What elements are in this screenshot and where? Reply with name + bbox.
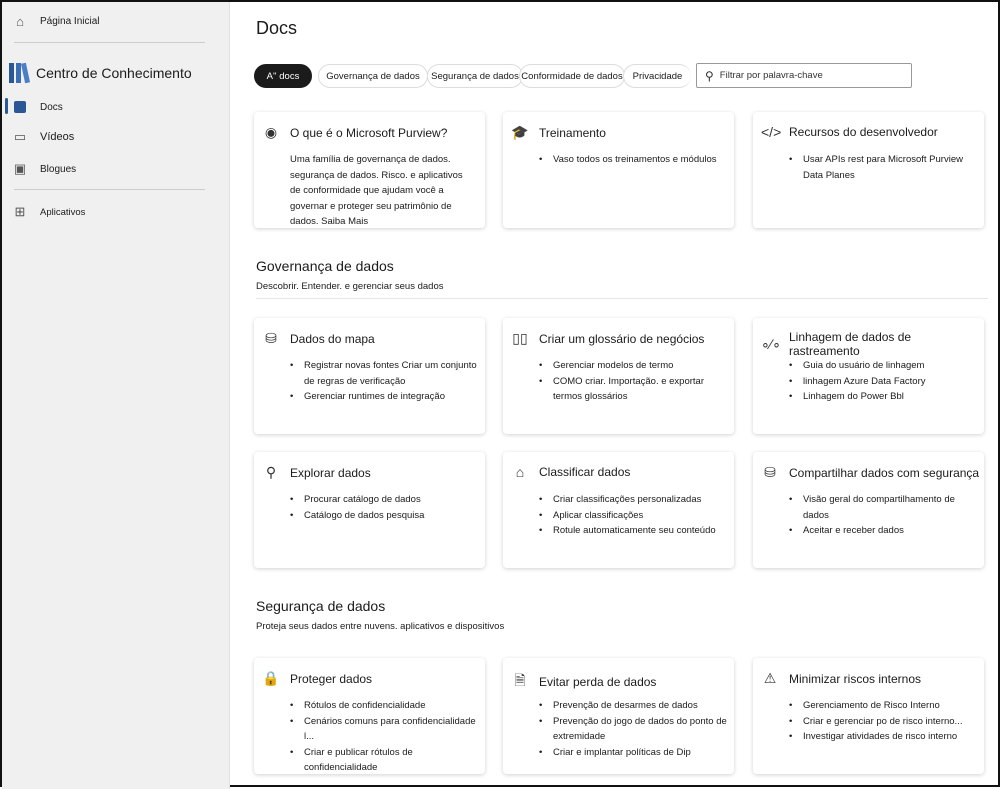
card-link[interactable]: • Prevenção de desarmes de dados bbox=[539, 698, 728, 714]
card-link[interactable]: • Registrar novas fontes Criar um conjunto de regras de verificação bbox=[290, 358, 479, 389]
card-link[interactable]: • Vaso todos os treinamentos e módulos bbox=[539, 152, 728, 168]
card-link[interactable]: • Prevenção do jogo de dados do ponto de extremidade bbox=[539, 714, 728, 745]
section-subtitle: Proteja seus dados entre nuvens. aplicativos e dispositivos bbox=[256, 621, 505, 632]
card-link[interactable]: • Linhagem do Power Bbl bbox=[789, 389, 978, 405]
doc-card[interactable] bbox=[503, 112, 734, 228]
search-placeholder: Filtrar por palavra-chave bbox=[719, 70, 823, 81]
filter-compliance[interactable]: Conformidade de dados bbox=[519, 64, 625, 88]
card-description: Uma família de governança de dados. segurança de dados. Risco. e aplicativos de conformidade que ajudam você a governar e proteger seu patrimônio de dados. Saiba Mais bbox=[290, 154, 463, 227]
divider bbox=[14, 189, 205, 190]
card-title[interactable]: Classificar dados bbox=[539, 465, 631, 479]
nav-home[interactable] bbox=[12, 13, 99, 29]
card-links bbox=[789, 492, 978, 539]
selected-indicator bbox=[5, 98, 8, 114]
graduation-cap-icon: 🎓 bbox=[511, 124, 529, 140]
card-link[interactable]: • Gerenciar runtimes de integração bbox=[290, 389, 479, 405]
doc-card[interactable] bbox=[503, 452, 734, 568]
filter-governance[interactable]: Governança de dados bbox=[318, 64, 428, 88]
filter-all-docs[interactable]: A'' docs bbox=[254, 64, 312, 88]
card-title-row bbox=[262, 670, 372, 687]
card-link[interactable]: • Gerenciar modelos de termo bbox=[539, 358, 728, 374]
card-link[interactable]: • COMO criar. Importação. e exportar termos glossários bbox=[539, 374, 728, 405]
doc-card[interactable] bbox=[254, 452, 485, 568]
card-title-row bbox=[761, 464, 979, 481]
card-title-row bbox=[262, 464, 371, 481]
card-title-row bbox=[511, 464, 630, 480]
card-title-row bbox=[761, 330, 984, 358]
card-links bbox=[789, 152, 978, 183]
card-title[interactable]: Treinamento bbox=[539, 125, 606, 140]
docs-icon bbox=[12, 99, 28, 115]
search-icon: ⚲ bbox=[265, 464, 277, 480]
card-link[interactable]: • Criar e implantar políticas de Dip bbox=[539, 745, 728, 761]
card-link[interactable]: • Guia do usuário de linhagem bbox=[789, 358, 978, 374]
code-icon: </> bbox=[761, 124, 782, 140]
doc-card[interactable] bbox=[753, 318, 984, 434]
eye-icon: ◉ bbox=[264, 124, 278, 140]
card-links bbox=[789, 358, 978, 405]
doc-card[interactable] bbox=[254, 318, 485, 434]
knowledge-center-title bbox=[9, 63, 192, 83]
card-title[interactable]: Criar um glossário de negócios bbox=[539, 331, 705, 346]
card-title-row bbox=[262, 124, 447, 141]
file-lock-icon: 🗎 bbox=[514, 672, 526, 688]
search-icon: ⚲ bbox=[705, 68, 714, 83]
apps-icon: ⊞ bbox=[14, 204, 26, 219]
card-link[interactable]: • Gerenciamento de Risco Interno bbox=[789, 698, 978, 714]
card-title-row bbox=[511, 330, 704, 347]
card-title-row bbox=[761, 670, 921, 687]
card-link[interactable]: • Aplicar classificações bbox=[539, 508, 728, 524]
search-input[interactable] bbox=[696, 63, 912, 88]
card-link[interactable]: • Catálogo de dados pesquisa bbox=[290, 508, 479, 524]
doc-card[interactable] bbox=[753, 658, 984, 774]
card-title[interactable]: Evitar perda de dados bbox=[539, 675, 657, 689]
nav-home-label: Página Inicial bbox=[40, 15, 100, 27]
nav-blogs-label: Blogues bbox=[40, 163, 77, 175]
card-link[interactable]: • Criar classificações personalizadas bbox=[539, 492, 728, 508]
card-title[interactable]: Recursos do desenvolvedor bbox=[789, 125, 938, 139]
section-subtitle: Descobrir. Entender. e gerenciar seus dados bbox=[256, 281, 444, 292]
knowledge-center-label: Centro de Conhecimento bbox=[36, 65, 192, 81]
card-title[interactable]: O que é o Microsoft Purview? bbox=[290, 125, 448, 140]
nav-videos-label: Vídeos bbox=[40, 131, 75, 143]
filter-privacy[interactable]: Privacidade bbox=[623, 64, 691, 88]
doc-card[interactable] bbox=[254, 112, 485, 228]
doc-card[interactable] bbox=[753, 452, 984, 568]
card-link[interactable]: • Visão geral do compartilhamento de dados bbox=[789, 492, 978, 523]
card-link[interactable]: • Aceitar e receber dados bbox=[789, 523, 978, 539]
page-title: Docs bbox=[256, 18, 298, 38]
card-link[interactable]: • Criar e publicar rótulos de confidencialidade bbox=[290, 745, 479, 776]
card-title[interactable]: Compartilhar dados com segurança bbox=[789, 465, 980, 480]
card-title[interactable]: Dados do mapa bbox=[290, 331, 375, 346]
section-title: Governança de dados bbox=[256, 258, 394, 274]
lock-icon: 🔒 bbox=[262, 670, 280, 686]
card-link[interactable]: • Investigar atividades de risco interno bbox=[789, 729, 978, 745]
card-links bbox=[539, 152, 728, 168]
nav-docs[interactable] bbox=[12, 99, 63, 115]
doc-card[interactable] bbox=[753, 112, 984, 228]
sidebar bbox=[2, 2, 230, 789]
card-title-row bbox=[511, 670, 656, 694]
card-links bbox=[539, 492, 728, 539]
tag-icon: ⌂ bbox=[515, 464, 525, 480]
doc-card[interactable] bbox=[254, 658, 485, 774]
database-icon: ⛁ bbox=[265, 330, 277, 346]
blog-icon: ▣ bbox=[13, 161, 27, 176]
lineage-icon: ∘∕∘ bbox=[761, 335, 781, 352]
card-title-row bbox=[262, 330, 375, 347]
doc-card[interactable] bbox=[503, 318, 734, 434]
nav-docs-label: Docs bbox=[40, 101, 63, 113]
card-link[interactable]: • Rotule automaticamente seu conteúdo bbox=[539, 523, 728, 539]
card-title-row bbox=[761, 124, 938, 140]
nav-apps-label: Aplicativos bbox=[40, 206, 86, 218]
home-icon: ⌂ bbox=[16, 13, 24, 29]
share-icon: ⛁ bbox=[764, 464, 776, 480]
card-title[interactable]: Proteger dados bbox=[290, 671, 373, 686]
card-title-row bbox=[511, 124, 606, 141]
card-links bbox=[290, 698, 479, 776]
card-link[interactable]: • Procurar catálogo de dados bbox=[290, 492, 479, 508]
card-links bbox=[789, 698, 978, 745]
book-icon: ▯▯ bbox=[512, 330, 528, 346]
card-link[interactable]: • Usar APIs rest para Microsoft Purview Data Planes bbox=[789, 152, 978, 183]
card-links bbox=[539, 358, 728, 405]
card-link[interactable]: • Cenários comuns para confidencialidade l... bbox=[290, 714, 479, 745]
nav-videos[interactable] bbox=[12, 129, 74, 145]
nav-apps[interactable] bbox=[12, 204, 85, 220]
section-title: Segurança de dados bbox=[256, 598, 386, 614]
card-link[interactable]: • linhagem Azure Data Factory bbox=[789, 374, 978, 390]
card-title[interactable]: Minimizar riscos internos bbox=[789, 671, 922, 686]
filter-security[interactable]: Segurança de dados bbox=[427, 64, 523, 88]
divider bbox=[14, 42, 205, 43]
nav-blogs[interactable] bbox=[12, 161, 76, 177]
library-icon bbox=[9, 63, 28, 83]
card-links bbox=[290, 358, 479, 405]
card-title[interactable]: Explorar dados bbox=[290, 465, 371, 480]
card-title[interactable]: Linhagem de dados de rastreamento bbox=[789, 330, 912, 358]
section-divider bbox=[256, 298, 988, 299]
card-links bbox=[539, 698, 728, 760]
card-links bbox=[290, 492, 479, 523]
main-content bbox=[231, 2, 998, 785]
card-link[interactable]: • Rótulos de confidencialidade bbox=[290, 698, 479, 714]
user-warning-icon: ⚠ bbox=[763, 670, 777, 686]
doc-card[interactable] bbox=[503, 658, 734, 774]
video-icon: ▭ bbox=[13, 129, 27, 144]
card-link[interactable]: • Criar e gerenciar po de risco interno... bbox=[789, 714, 978, 730]
